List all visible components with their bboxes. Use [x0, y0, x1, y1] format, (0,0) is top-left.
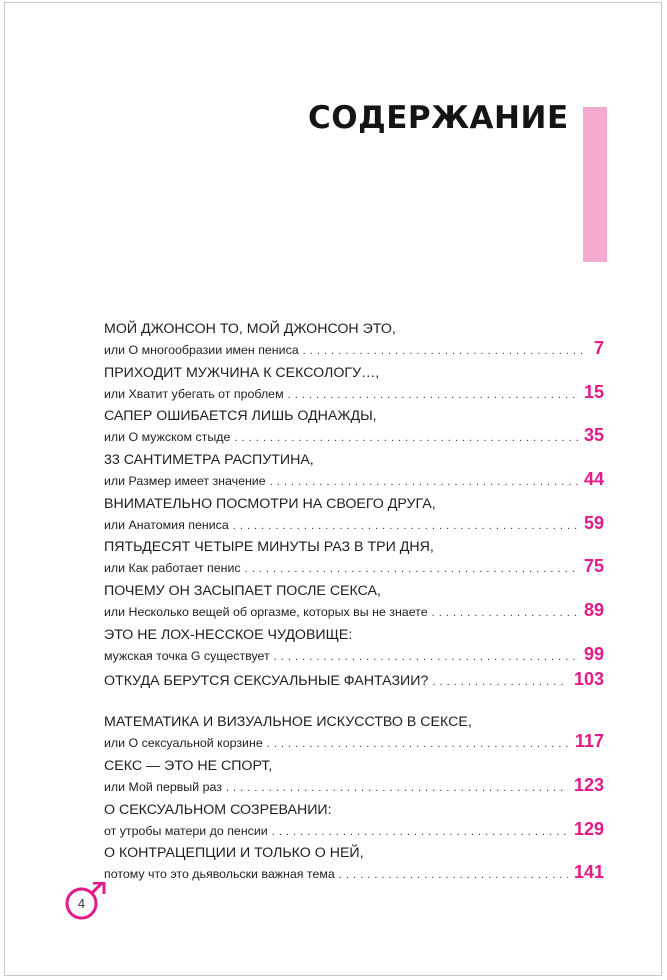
toc-entry[interactable] — [104, 801, 604, 845]
toc-entry-subheading: или Анатомия пениса — [104, 517, 229, 532]
toc-entry-subheading: или Мой первый раз — [104, 779, 222, 794]
toc-entry-page-number: 129 — [573, 818, 604, 839]
toc-entry[interactable] — [104, 451, 604, 495]
dot-leader — [270, 472, 578, 492]
dot-leader — [274, 647, 578, 667]
toc-entry-subheading: потому что это дьявольски важная тема — [104, 867, 335, 882]
dot-leader — [234, 428, 578, 448]
toc-entry-page-number: 44 — [583, 469, 604, 490]
toc-entry-subheading: или О мужском стыде — [104, 430, 231, 445]
toc-entry-heading: СЕКС — ЭТО НЕ СПОРТ, — [104, 757, 273, 774]
toc-entry-subheading: или Размер имеет значение — [104, 474, 266, 489]
toc-entry[interactable] — [104, 844, 604, 888]
dot-leader — [233, 516, 578, 536]
toc-entry[interactable] — [104, 670, 604, 714]
toc-entry-page-number: 59 — [583, 512, 604, 533]
toc-entry[interactable] — [104, 582, 604, 626]
page-number-badge — [64, 882, 108, 922]
toc-entry-heading: МОЙ ДЖОНСОН ТО, МОЙ ДЖОНСОН ЭТО, — [104, 321, 396, 337]
toc-entry-subheading: или Несколько вещей об оргазме, которых вы не знаете — [104, 605, 428, 620]
toc-entry-page-number: 141 — [573, 862, 604, 883]
toc-entry-subheading: или О сексуальной корзине — [104, 736, 263, 751]
dot-leader — [432, 603, 578, 623]
dot-leader — [432, 673, 568, 691]
toc-entry-subheading: или Как работает пенис — [104, 561, 241, 576]
toc-entry[interactable] — [104, 626, 604, 670]
toc-entry-heading: О КОНТРАЦЕПЦИИ И ТОЛЬКО О НЕЙ, — [104, 845, 364, 862]
toc-entry-page-number: 123 — [573, 774, 604, 795]
table-of-contents — [104, 320, 604, 888]
dot-leader — [288, 385, 578, 405]
dot-leader — [226, 778, 568, 798]
toc-entry-subheading: или О многообразии имен пениса — [104, 343, 299, 357]
toc-entry-heading: САПЕР ОШИБАЕТСЯ ЛИШЬ ОДНАЖДЫ, — [104, 408, 377, 425]
toc-entry-heading: 33 САНТИМЕТРА РАСПУТИНА, — [104, 452, 314, 469]
toc-entry-heading: ПРИХОДИТ МУЖЧИНА К СЕКСОЛОГУ…, — [104, 364, 380, 381]
toc-entry[interactable] — [104, 757, 604, 801]
toc-entry[interactable] — [104, 713, 604, 757]
dot-leader — [339, 865, 568, 885]
toc-entry-heading: ПОЧЕМУ ОН ЗАСЫПАЕТ ПОСЛЕ СЕКСА, — [104, 583, 381, 600]
toc-entry-page-number: 103 — [573, 668, 604, 689]
toc-entry-heading: ЭТО НЕ ЛОХ-НЕССКОЕ ЧУДОВИЩЕ: — [104, 626, 353, 643]
toc-entry-heading: ВНИМАТЕЛЬНО ПОСМОТРИ НА СВОЕГО ДРУГА, — [104, 495, 436, 512]
toc-entry-page-number: 15 — [583, 381, 604, 402]
toc-entry[interactable] — [104, 407, 604, 451]
page-title: СОДЕРЖАНИЕ — [308, 100, 569, 136]
toc-entry-heading: ОТКУДА БЕРУТСЯ СЕКСУАЛЬНЫЕ ФАНТАЗИИ? — [104, 672, 429, 689]
toc-entry-page-number: 75 — [583, 556, 604, 577]
toc-entry[interactable] — [104, 320, 604, 364]
decorative-pink-bar — [583, 107, 607, 262]
toc-entry[interactable] — [104, 364, 604, 408]
toc-entry-page-number: 7 — [593, 338, 604, 358]
dot-leader — [303, 341, 588, 361]
toc-entry-page-number: 99 — [583, 643, 604, 664]
toc-entry-subheading: мужская точка G существует — [104, 648, 270, 663]
toc-entry-heading: МАТЕМАТИКА И ВИЗУАЛЬНОЕ ИСКУССТВО В СЕКСЕ, — [104, 714, 472, 731]
toc-entry[interactable] — [104, 495, 604, 539]
toc-entry-subheading: или Хватит убегать от проблем — [104, 386, 284, 401]
toc-entry-page-number: 117 — [574, 731, 604, 752]
page-number: 4 — [77, 896, 86, 911]
toc-entry-page-number: 35 — [583, 425, 604, 446]
dot-leader — [272, 822, 568, 842]
toc-entry-heading: ПЯТЬДЕСЯТ ЧЕТЫРЕ МИНУТЫ РАЗ В ТРИ ДНЯ, — [104, 539, 434, 556]
toc-entry[interactable] — [104, 538, 604, 582]
toc-entry-page-number: 89 — [583, 600, 604, 621]
toc-entry-heading: О СЕКСУАЛЬНОМ СОЗРЕВАНИИ: — [104, 801, 332, 818]
toc-entry-subheading: от утробы матери до пенсии — [104, 823, 268, 838]
dot-leader — [267, 734, 569, 754]
dot-leader — [245, 559, 578, 579]
